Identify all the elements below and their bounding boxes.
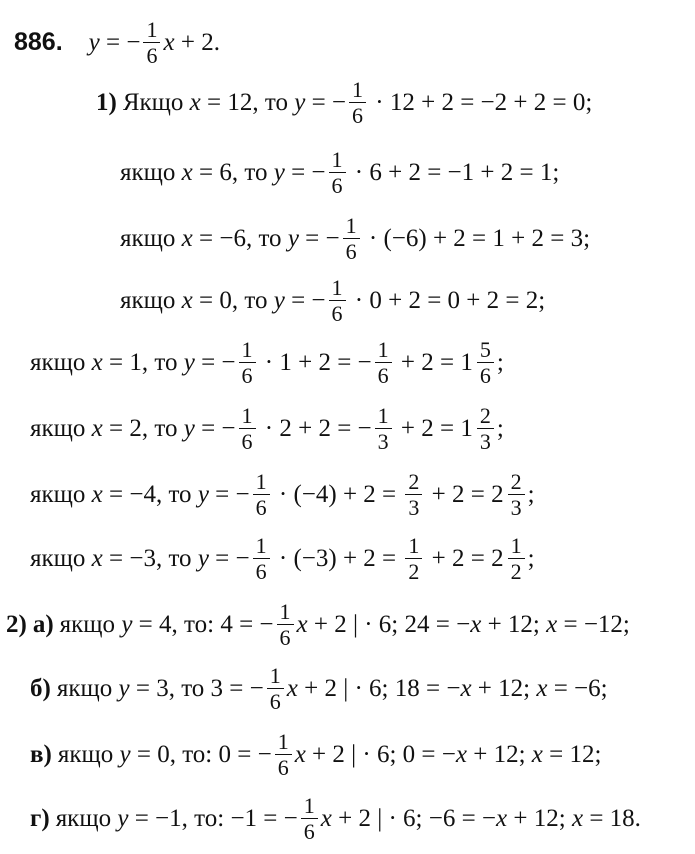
fraction <box>329 148 346 197</box>
calculation: + 2 = <box>425 481 492 509</box>
var-y: y <box>88 29 100 57</box>
part2-line <box>30 794 641 843</box>
var-x: x <box>536 675 548 703</box>
fraction <box>329 276 346 325</box>
part2-line <box>30 664 608 713</box>
calculation: + 12; <box>507 805 572 833</box>
intro-text: якщо <box>120 225 176 253</box>
fraction-numerator: 1 <box>267 664 284 689</box>
line-end: ; <box>527 545 535 573</box>
condition: = 6, то <box>192 159 274 187</box>
fraction-numerator: 1 <box>239 338 256 363</box>
fraction-denominator: 2 <box>408 559 420 585</box>
intro-text: якщо <box>57 741 114 769</box>
fraction <box>405 534 422 583</box>
fraction-denominator: 6 <box>352 103 364 129</box>
fraction <box>477 404 494 453</box>
fraction <box>267 664 284 713</box>
var-x: x <box>460 675 472 703</box>
fraction-denominator: 6 <box>331 301 343 327</box>
var-x: x <box>296 611 308 639</box>
part2-line <box>6 600 630 649</box>
intro-text: якщо <box>120 287 176 315</box>
var-x: x <box>496 805 508 833</box>
line-end: ; <box>496 415 504 443</box>
fraction-denominator: 6 <box>303 819 315 845</box>
calculation: · 12 + 2 = −2 + 2 = 0; <box>369 89 593 117</box>
fraction <box>508 534 525 583</box>
fraction-numerator: 2 <box>508 470 525 495</box>
calculation: · 0 + 2 = 0 + 2 = 2; <box>348 287 546 315</box>
calculation: = −12; <box>557 611 630 639</box>
condition: = 2, то <box>102 415 184 443</box>
part1-line <box>120 276 545 325</box>
fraction-denominator: 6 <box>377 363 389 389</box>
fraction <box>375 338 392 387</box>
fraction-numerator: 1 <box>349 78 366 103</box>
fraction-denominator: 6 <box>146 43 158 69</box>
calculation: · (−4) + 2 = <box>272 481 403 509</box>
condition: = 12, то <box>200 89 295 117</box>
intro-text: якщо <box>30 415 86 443</box>
var-x: x <box>181 287 193 315</box>
fraction-numerator: 2 <box>405 470 422 495</box>
fraction-denominator: 6 <box>255 559 267 585</box>
fraction-denominator: 3 <box>408 495 420 521</box>
condition: = −6, то <box>192 225 288 253</box>
fraction-numerator: 1 <box>375 338 392 363</box>
calculation: · 1 + 2 = − <box>258 349 372 377</box>
var-x: x <box>571 805 584 833</box>
var-y: y <box>197 545 209 573</box>
sub-label: а) <box>32 611 54 639</box>
part1-line <box>30 404 504 453</box>
sub-label: б) <box>30 675 51 703</box>
var-x: x <box>294 741 306 769</box>
calculation: + 2 = <box>394 349 461 377</box>
var-y: y <box>273 287 285 315</box>
fraction-numerator: 1 <box>143 18 160 43</box>
sub-label: в) <box>30 741 52 769</box>
var-x: x <box>470 611 482 639</box>
calculation: · (−6) + 2 = 1 + 2 = 3; <box>362 225 591 253</box>
calculation: + 2 | · 6; 0 = − <box>305 741 456 769</box>
fraction-numerator: 1 <box>508 534 525 559</box>
equals-minus: = − <box>284 159 326 187</box>
fraction-denominator: 6 <box>479 363 491 389</box>
var-y: y <box>273 159 285 187</box>
part1-label: 1) <box>96 89 117 117</box>
condition: = 0, то <box>192 287 274 315</box>
mixed-number <box>491 470 528 519</box>
var-y: y <box>121 611 133 639</box>
mixed-whole: 1 <box>460 415 473 443</box>
calculation: = −6; <box>547 675 608 703</box>
part2-label: 2) <box>6 611 27 639</box>
var-y: y <box>119 741 131 769</box>
equals-minus: = − <box>194 415 236 443</box>
equals-minus: = − <box>284 287 326 315</box>
fraction <box>277 600 294 649</box>
calculation: · 2 + 2 = − <box>258 415 372 443</box>
var-x: x <box>286 675 298 703</box>
intro-text: якщо <box>120 159 176 187</box>
var-x: x <box>189 89 201 117</box>
var-y: y <box>287 225 299 253</box>
var-x: x <box>91 415 103 443</box>
calculation: + 2 | · 6; −6 = − <box>331 805 497 833</box>
calculation: · (−3) + 2 = <box>272 545 403 573</box>
var-y: y <box>117 805 129 833</box>
fraction <box>477 338 494 387</box>
fraction-numerator: 1 <box>329 148 346 173</box>
problem-number: 886. <box>14 28 63 57</box>
fraction-numerator: 1 <box>239 404 256 429</box>
fraction-numerator: 2 <box>477 404 494 429</box>
part1-line <box>30 338 504 387</box>
fraction-denominator: 6 <box>269 689 281 715</box>
line-end: ; <box>496 349 504 377</box>
var-x: x <box>91 349 103 377</box>
condition: = 1, то <box>102 349 184 377</box>
part1-line <box>96 78 592 127</box>
fraction-denominator: 6 <box>241 363 253 389</box>
fraction-numerator: 1 <box>253 470 270 495</box>
fraction-denominator: 3 <box>510 495 522 521</box>
calculation: + 2 = <box>394 415 461 443</box>
fraction <box>239 404 256 453</box>
fraction-numerator: 1 <box>277 600 294 625</box>
mixed-number <box>460 338 497 387</box>
fraction-denominator: 6 <box>277 755 289 781</box>
fraction-numerator: 1 <box>253 534 270 559</box>
fraction <box>375 404 392 453</box>
var-y: y <box>183 415 195 443</box>
fraction <box>301 794 318 843</box>
calculation: + 12; <box>481 611 547 639</box>
part1-line <box>120 148 559 197</box>
fraction-denominator: 6 <box>279 625 291 651</box>
fraction-denominator: 2 <box>510 559 522 585</box>
fraction-denominator: 6 <box>345 239 357 265</box>
fraction-numerator: 1 <box>343 214 360 239</box>
formula-rest: + 2. <box>174 29 220 57</box>
intro-text: якщо <box>55 805 112 833</box>
equals-minus: = − <box>99 29 141 57</box>
problem-header <box>14 18 220 67</box>
fraction <box>143 18 160 67</box>
intro-text: якщо <box>30 349 86 377</box>
fraction-denominator: 6 <box>255 495 267 521</box>
equals-minus: = − <box>298 225 340 253</box>
condition: = −3, то <box>102 545 198 573</box>
calculation: + 2 | · 6; 24 = − <box>307 611 471 639</box>
calculation: + 2 = <box>425 545 492 573</box>
fraction-denominator: 3 <box>479 429 491 455</box>
var-x: x <box>163 29 175 57</box>
var-x: x <box>320 805 332 833</box>
calculation: = 18. <box>583 805 641 833</box>
var-y: y <box>118 675 130 703</box>
intro-text: Якщо <box>122 89 184 117</box>
var-x: x <box>181 225 193 253</box>
var-x: x <box>455 741 467 769</box>
fraction-numerator: 1 <box>329 276 346 301</box>
fraction-numerator: 1 <box>301 794 318 819</box>
intro-text: якщо <box>59 611 116 639</box>
fraction <box>275 730 292 779</box>
fraction <box>239 338 256 387</box>
var-x: x <box>91 481 103 509</box>
fraction-numerator: 1 <box>405 534 422 559</box>
calculation: = 12; <box>542 741 602 769</box>
condition: = 0, то: 0 = − <box>130 741 272 769</box>
equals-minus: = − <box>305 89 347 117</box>
fraction-denominator: 6 <box>331 173 343 199</box>
equals-minus: = − <box>208 545 250 573</box>
calculation: · 6 + 2 = −1 + 2 = 1; <box>348 159 560 187</box>
intro-text: якщо <box>56 675 113 703</box>
part1-line <box>30 470 535 519</box>
mixed-number <box>491 534 528 583</box>
intro-text: якщо <box>30 481 86 509</box>
var-y: y <box>294 89 306 117</box>
part2-line <box>30 730 601 779</box>
intro-text: якщо <box>30 545 86 573</box>
calculation: + 2 | · 6; 18 = − <box>297 675 461 703</box>
calculation: + 12; <box>466 741 532 769</box>
mixed-whole: 2 <box>491 545 504 573</box>
var-y: y <box>197 481 209 509</box>
var-y: y <box>183 349 195 377</box>
var-x: x <box>531 741 543 769</box>
part1-line <box>120 214 590 263</box>
fraction-denominator: 3 <box>377 429 389 455</box>
mixed-whole: 2 <box>491 481 504 509</box>
condition: = −1, то: −1 = − <box>128 805 298 833</box>
condition: = −4, то <box>102 481 198 509</box>
fraction <box>343 214 360 263</box>
sub-label: г) <box>30 805 50 833</box>
fraction <box>508 470 525 519</box>
equals-minus: = − <box>208 481 250 509</box>
part1-line <box>30 534 535 583</box>
equals-minus: = − <box>194 349 236 377</box>
fraction-numerator: 1 <box>275 730 292 755</box>
mixed-whole: 1 <box>460 349 473 377</box>
var-x: x <box>91 545 103 573</box>
condition: = 4, то: 4 = − <box>132 611 274 639</box>
calculation: + 12; <box>471 675 537 703</box>
var-x: x <box>181 159 193 187</box>
fraction <box>253 534 270 583</box>
var-x: x <box>546 611 558 639</box>
fraction-numerator: 1 <box>375 404 392 429</box>
condition: = 3, то 3 = − <box>129 675 264 703</box>
fraction <box>253 470 270 519</box>
line-end: ; <box>527 481 535 509</box>
fraction <box>405 470 422 519</box>
fraction-numerator: 5 <box>477 338 494 363</box>
fraction-denominator: 6 <box>241 429 253 455</box>
mixed-number <box>460 404 497 453</box>
fraction <box>349 78 366 127</box>
